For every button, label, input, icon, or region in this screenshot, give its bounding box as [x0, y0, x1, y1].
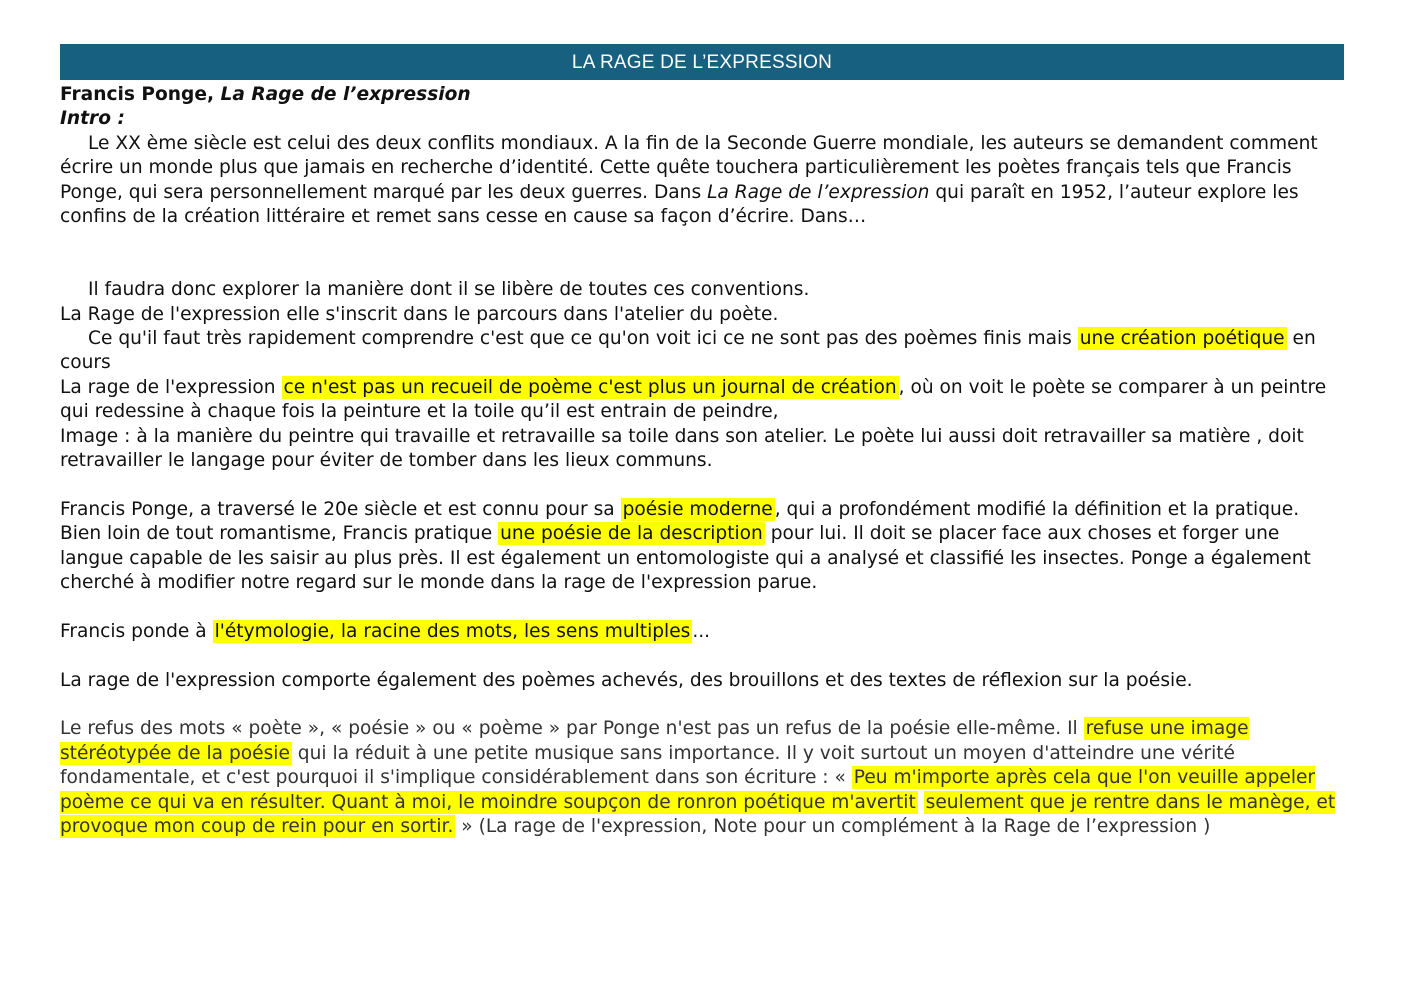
document-body [60, 83, 1344, 840]
text-p7-c: pour lui. Il doit se placer face aux choses et forger une langue capable de les saisir au plus près. Il est également un entomologiste qui a analysé et classifié les insectes. Ponge a également cherché à modifier notre regard sur le monde dans la rage de l'expression parue. [60, 523, 1311, 594]
paragraph-atelier: La Rage de l'expression elle s'inscrit dans le parcours dans l'atelier du poète. [60, 303, 779, 325]
page-title-bar [60, 44, 1344, 80]
text-p4-a: Ce qu'il faut très rapidement comprendre c'est que ce qu'on voit ici ce ne sont pas des poèmes finis mais [88, 328, 1078, 350]
paragraph-poesie-moderne [60, 498, 1344, 596]
text-p10-space [918, 792, 924, 813]
highlight-journal-creation: ce n'est pas un recueil de poème c'est plus un journal de création [283, 376, 897, 398]
paragraph-journal [60, 376, 1344, 425]
text-p10-b: qui la réduit à une petite musique sans importance. Il y voit surtout un moyen d'atteindre une vérité fondamentale, et c'est pourquoi il s'implique considérablement dans son écriture : « [60, 742, 1235, 789]
text-p5-b: , où on voit le poète se comparer à un peintre qui redessine à chaque fois la peinture et la toile qu’il est entrain de peindre, [60, 376, 1327, 423]
paragraph-composition: La rage de l'expression comporte également des poèmes achevés, des brouillons et des textes de réflexion sur la poésie. [60, 669, 1193, 691]
intro-label-line [60, 107, 1344, 131]
page-title: LA RAGE DE L’EXPRESSION [571, 52, 833, 73]
highlight-etymologie: l'étymologie, la racine des mots, les sens multiples [214, 620, 691, 642]
paragraph-conventions: Il faudra donc explorer la manière dont il se libère de toutes ces conventions. [88, 279, 810, 301]
heading-author: Francis Ponge, [60, 84, 221, 105]
text-p10-a: Le refus des mots « poète », « poésie » ou « poème » par Ponge n'est pas un refus de la poésie elle-même. Il [60, 718, 1084, 740]
intro-text-a: Le XX ème siècle est celui des deux conflits mondiaux. A la fin de la Seconde Guerre mondiale, les auteurs se demandent comment écrire un monde plus que jamais en recherche d’identité. Cette quête touchera particulièrement les poètes français tels que Francis Ponge, qui sera personnellement marqué par les deux guerres. Dans [60, 132, 1318, 203]
intro-text-italic: La Rage de l’expression [707, 181, 930, 203]
highlight-image-stereotypee: refuse une image stéréotypée de la poésie [60, 718, 1249, 764]
highlight-creation-poetique: une création poétique [1079, 328, 1285, 350]
highlight-poesie-moderne: poésie moderne [622, 498, 773, 520]
heading-work-title: La Rage de l’expression [220, 84, 471, 105]
highlight-poesie-description: une poésie de la description [500, 523, 763, 545]
document-page [60, 44, 1344, 840]
intro-paragraph [60, 132, 1344, 230]
paragraph-creation [60, 327, 1344, 376]
text-p4-b: en cours [60, 328, 1316, 374]
text-p8-b: ... [692, 620, 711, 642]
text-p8-a: Francis ponde à [60, 620, 213, 642]
text-p5-a: La rage de l'expression [60, 376, 282, 398]
paragraph-image: Image : à la manière du peintre qui travaille et retravaille sa toile dans son atelier. Le poète lui aussi doit retravailler sa matière , doit retravailler le langage pour éviter de tomber dans les lieux communs. [60, 425, 1304, 472]
paragraph-etymologie [60, 620, 1344, 644]
text-p10-c: » (La rage de l'expression, Note pour un complément à la Rage de l’expression ) [455, 816, 1211, 838]
highlight-quote-part-2: seulement que je rentre dans le manège, et provoque mon coup de rein pour en sortir. [60, 791, 1336, 838]
highlight-quote-part-1: Peu m'importe après cela que l'on veuille appeler poème ce qui va en résulter. Quant à moi, le moindre soupçon de ronron poétique m'avertit [60, 767, 1316, 813]
text-p7-b: , qui a profondément modifié la définition et la pratique. Bien loin de tout romantisme, Francis pratique [60, 498, 1300, 545]
intro-label: Intro : [60, 108, 125, 130]
document-heading [60, 83, 1344, 107]
paragraph-refus [60, 717, 1344, 839]
intro-text-b: qui paraît en 1952, l’auteur explore les confins de la création littéraire et remet sans cesse en cause sa façon d’écrire. Dans… [60, 181, 1299, 228]
text-p7-a: Francis Ponge, a traversé le 20e siècle et est connu pour sa [60, 498, 621, 520]
